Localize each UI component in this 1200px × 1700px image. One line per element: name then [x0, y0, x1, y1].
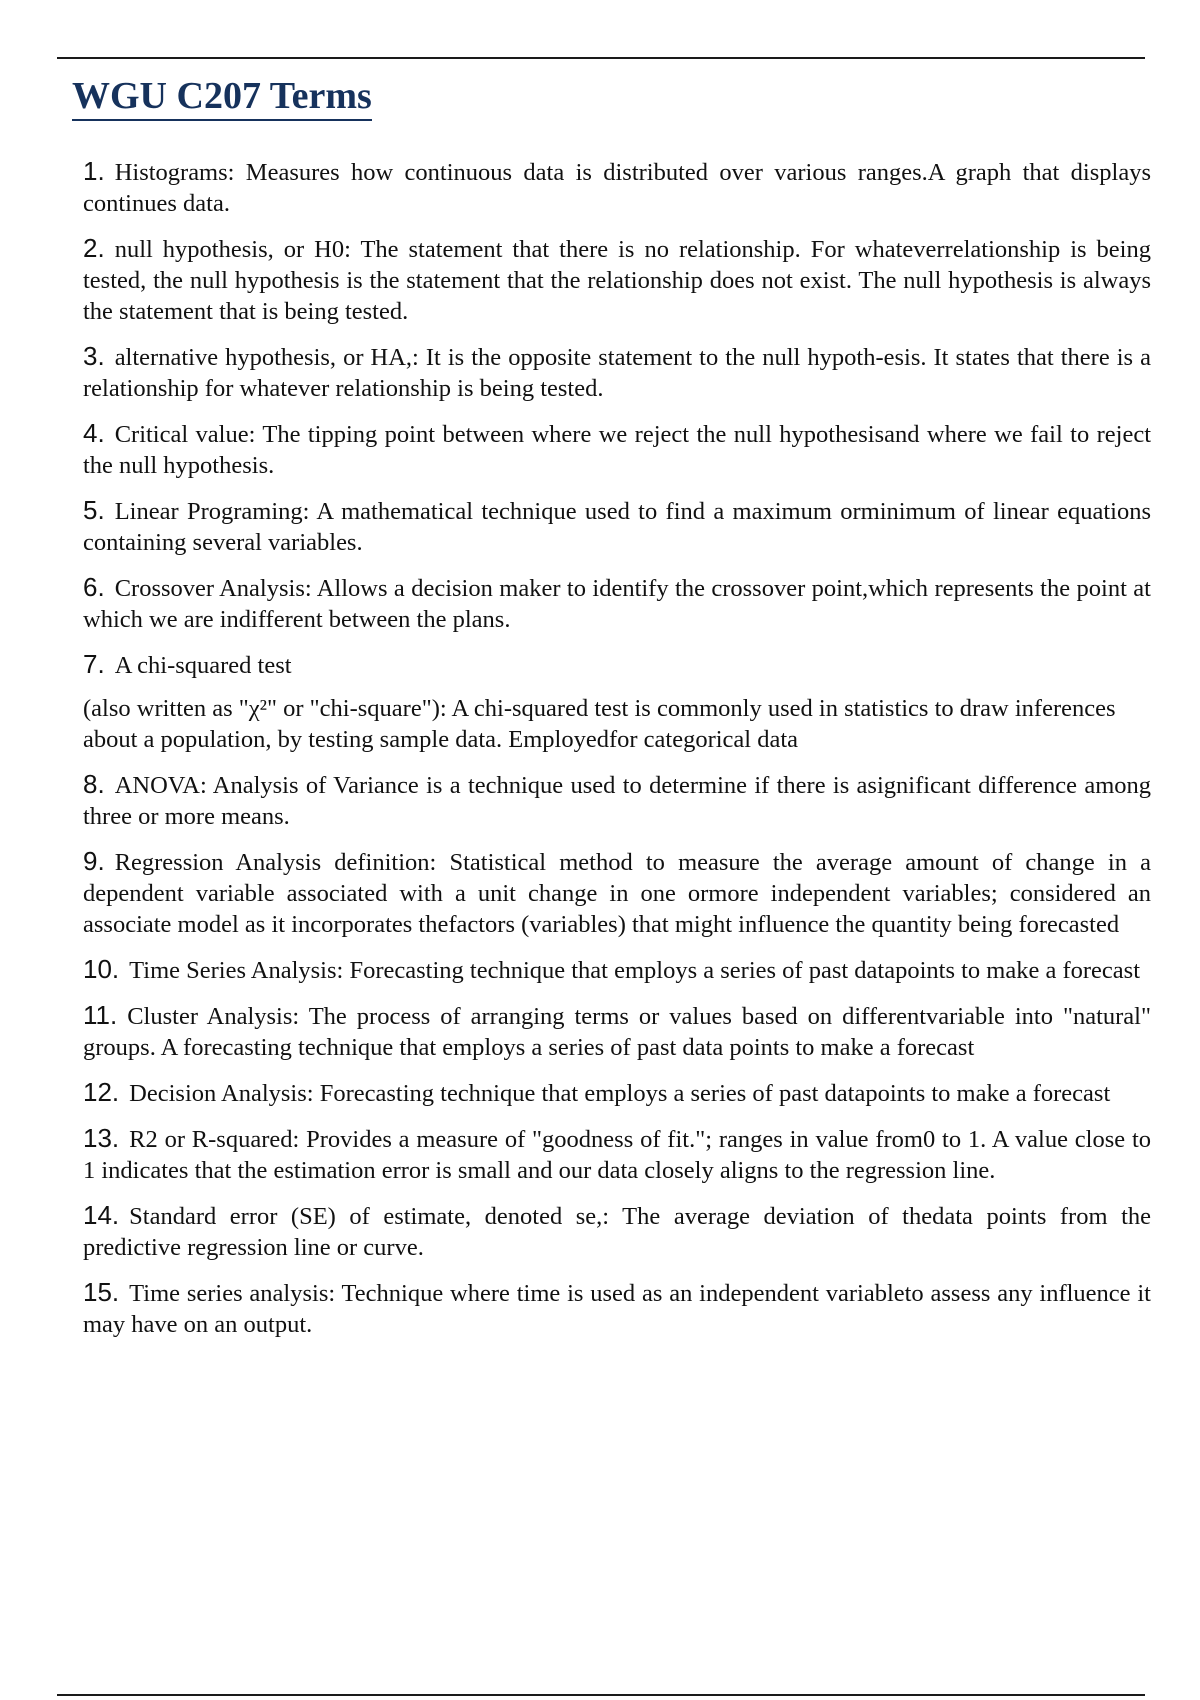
term-item	[83, 156, 1151, 219]
term-text: Critical value: The tipping point between where we reject the null hypothesisand where we fail to reject the null hypothesis.	[83, 421, 1151, 479]
term-number: 2.	[83, 233, 105, 263]
term-number: 7.	[83, 649, 105, 679]
term-text: R2 or R-squared: Provides a measure of "goodness of fit."; ranges in value from0 to 1. A value close to 1 indicates that the estimation error is small and our data closely aligns to the regression line.	[83, 1126, 1151, 1184]
term-text: Linear Programing: A mathematical technique used to find a maximum orminimum of linear equations containing several variables.	[83, 498, 1151, 556]
term-item	[83, 1077, 1151, 1109]
term-text: Time Series Analysis: Forecasting technique that employs a series of past datapoints to make a forecast	[129, 957, 1141, 984]
term-item	[83, 341, 1151, 404]
term-item	[83, 1200, 1151, 1263]
term-number: 13.	[83, 1123, 120, 1153]
term-number: 14.	[83, 1200, 120, 1230]
term-text: ANOVA: Analysis of Variance is a technique used to determine if there is asignificant difference among three or more means.	[83, 772, 1151, 830]
term-item	[83, 572, 1151, 635]
term-number: 12.	[83, 1077, 120, 1107]
term-item	[83, 418, 1151, 481]
term-number: 6.	[83, 572, 105, 602]
terms-list	[83, 156, 1151, 1354]
term-number: 5.	[83, 495, 105, 525]
term-text: Regression Analysis definition: Statistical method to measure the average amount of change in a dependent variable associated with a unit change in one ormore independent variables; considered an associate model as it incorporates thefactors (variables) that might influence the quantity being forecasted	[83, 849, 1151, 938]
term-text: Crossover Analysis: Allows a decision maker to identify the crossover point,which represents the point at which we are indifferent between the plans.	[83, 575, 1151, 633]
term-text: alternative hypothesis, or HA,: It is the opposite statement to the null hypoth-esis. It states that there is a relationship for whatever relationship is being tested.	[83, 344, 1151, 402]
term-item	[83, 649, 1151, 681]
term-item	[83, 1123, 1151, 1186]
term-text: Histograms: Measures how continuous data is distributed over various ranges.A graph that displays continues data.	[83, 159, 1151, 217]
term-number: 9.	[83, 846, 105, 876]
term-text: null hypothesis, or H0: The statement that there is no relationship. For whateverrelationship is being tested, the null hypothesis is the statement that the relationship does not exist. The null hypothesis is always the statement that is being tested.	[83, 236, 1151, 325]
page-title: WGU C207 Terms	[72, 73, 372, 121]
bottom-rule	[57, 1694, 1145, 1696]
term-number: 3.	[83, 341, 105, 371]
term-number: 15.	[83, 1277, 120, 1307]
term-number: 1.	[83, 156, 105, 186]
term-text: Standard error (SE) of estimate, denoted se,: The average deviation of thedata points from the predictive regression line or curve.	[83, 1203, 1151, 1261]
term-text: Time series analysis: Technique where time is used as an independent variableto assess any influence it may have on an output.	[83, 1280, 1151, 1338]
term-item	[83, 769, 1151, 832]
term-number: 4.	[83, 418, 105, 448]
term-number: 11.	[83, 1000, 118, 1030]
term-item	[83, 233, 1151, 327]
term-text: A chi-squared test	[114, 652, 292, 679]
term-item	[83, 954, 1151, 986]
term-item	[83, 846, 1151, 940]
term-text: Decision Analysis: Forecasting technique that employs a series of past datapoints to make a forecast	[129, 1080, 1111, 1107]
term-number: 8.	[83, 769, 105, 799]
term-item	[83, 1277, 1151, 1340]
term-text: Cluster Analysis: The process of arranging terms or values based on differentvariable into "natural" groups. A forecasting technique that employs a series of past data points to make a forecast	[83, 1003, 1151, 1061]
top-rule	[57, 57, 1145, 59]
term-item	[83, 495, 1151, 558]
term-number: 10.	[83, 954, 120, 984]
term-item	[83, 1000, 1151, 1063]
term-continuation: (also written as "χ²" or "chi-square"): A chi-squared test is commonly used in statistics to draw inferences about a population, by testing sample data. Employedfor categorical data	[83, 695, 1116, 753]
